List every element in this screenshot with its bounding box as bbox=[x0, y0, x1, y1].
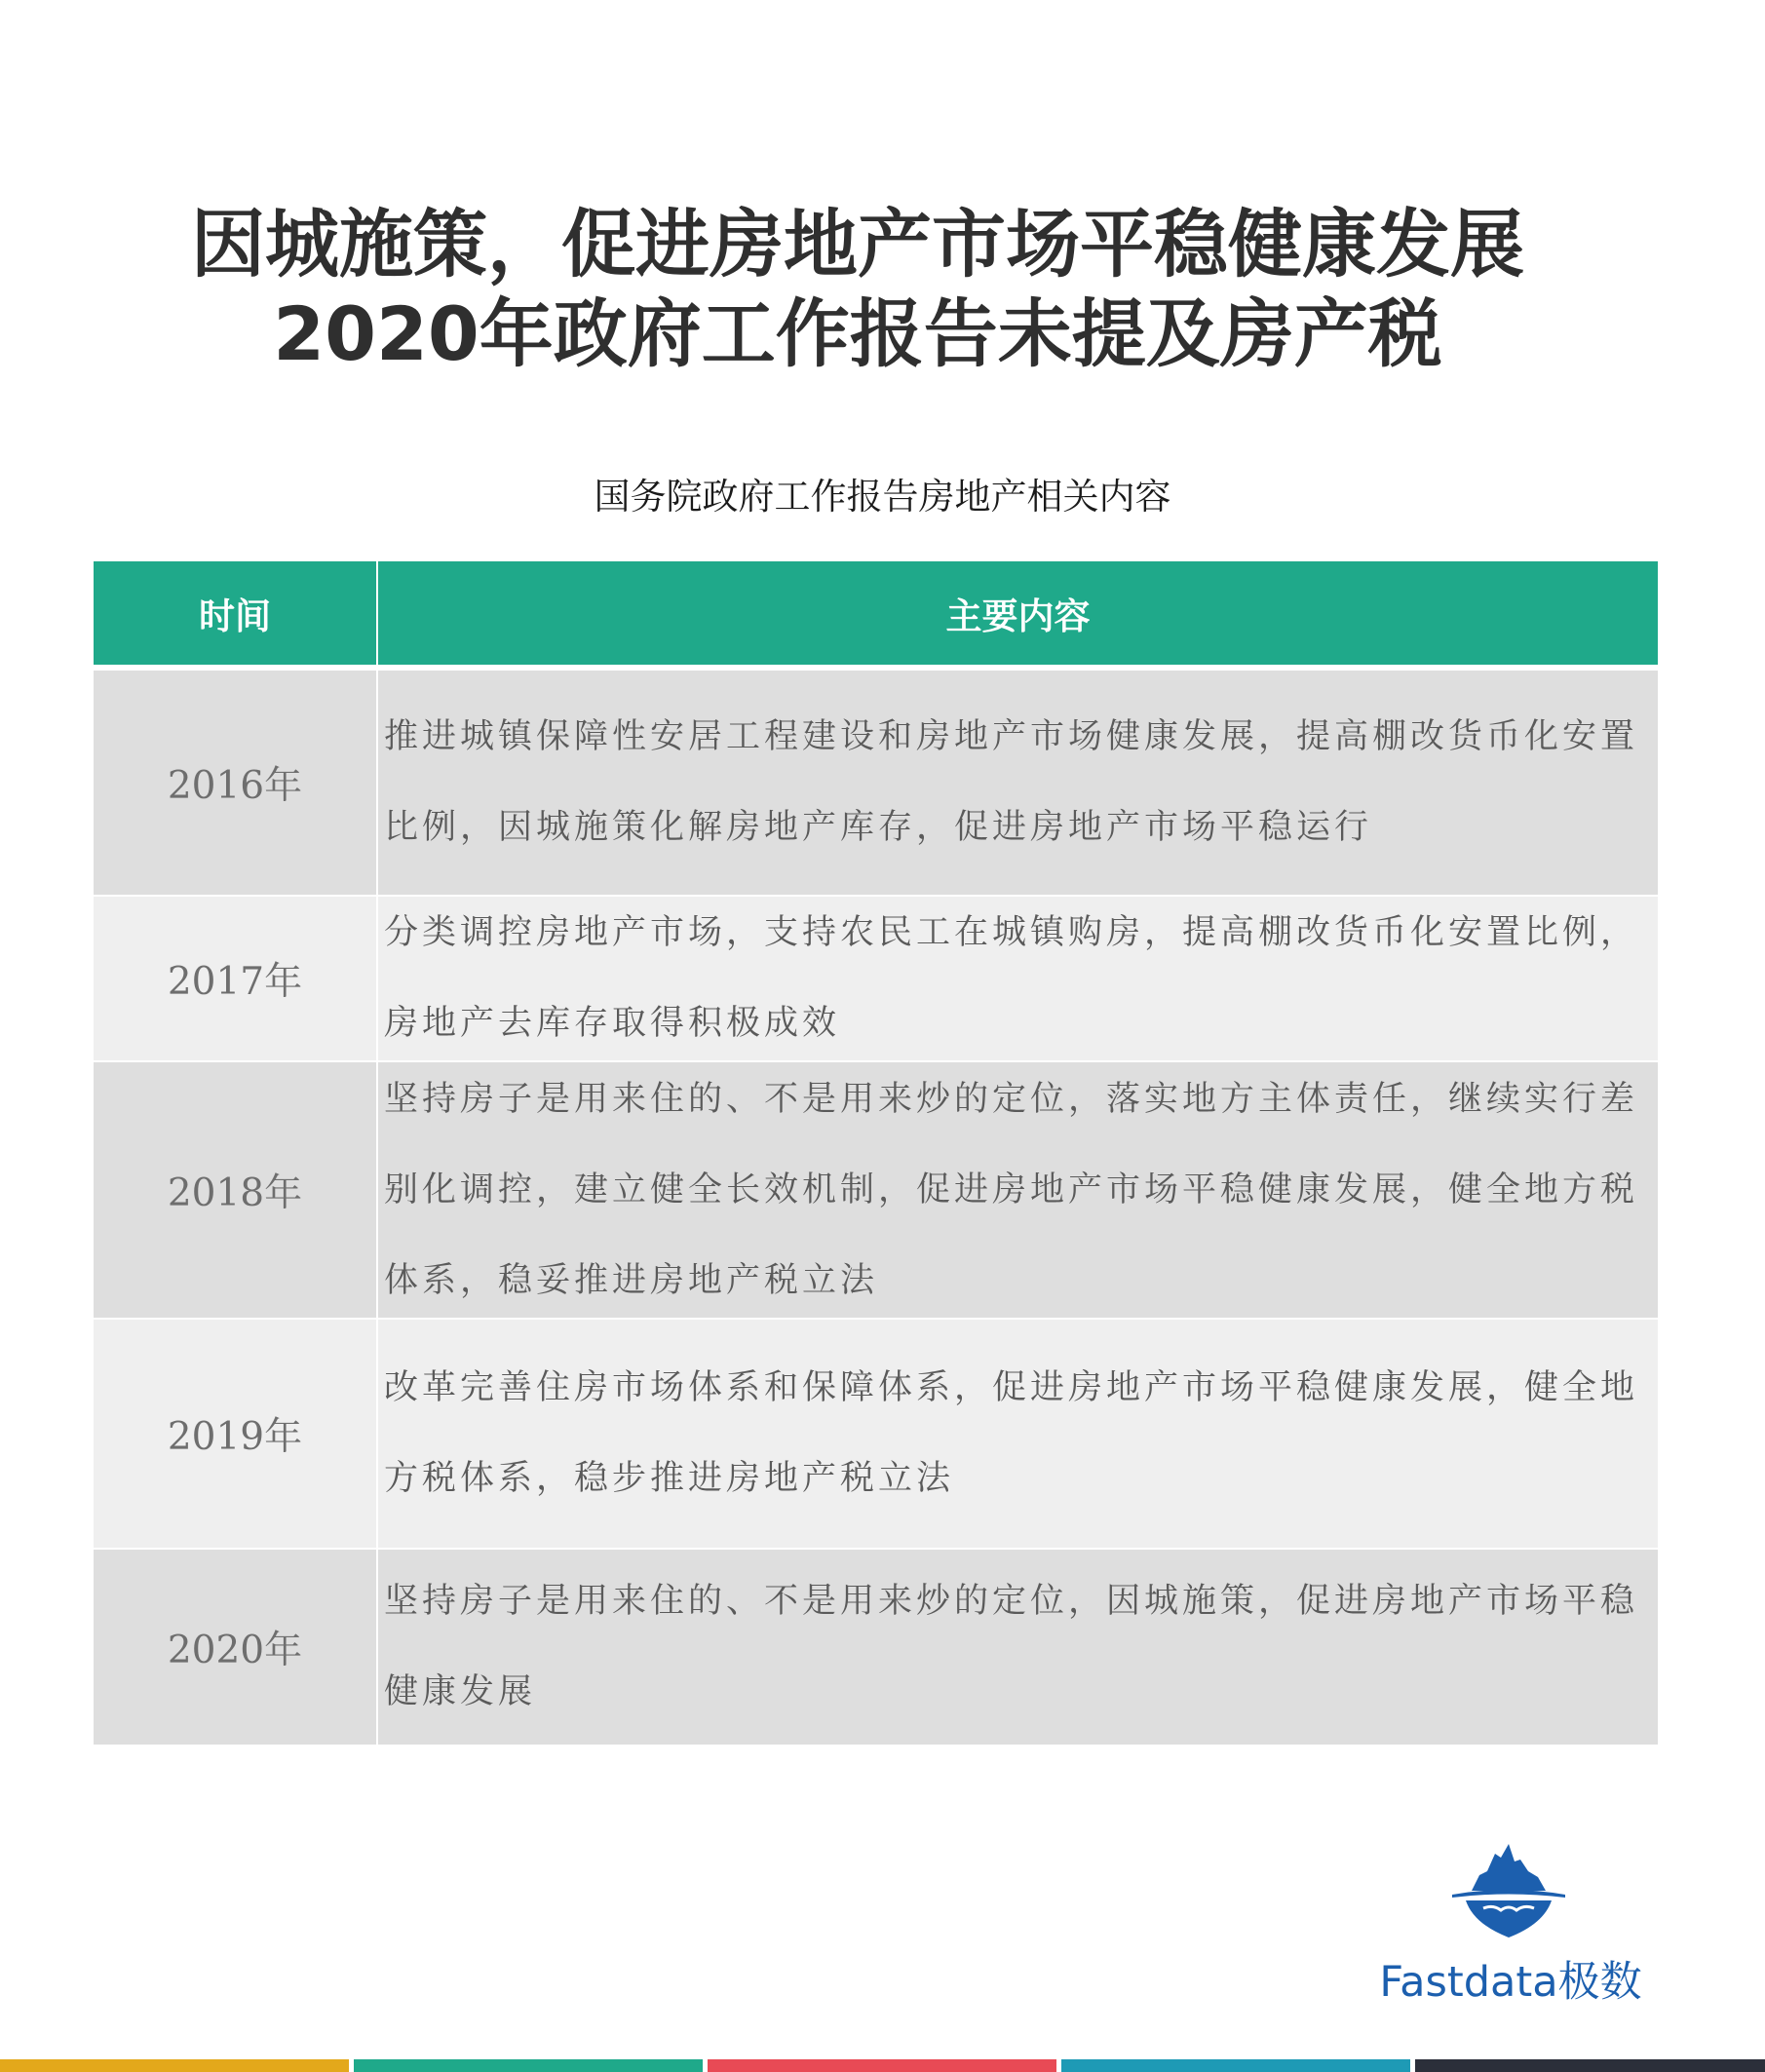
table-row bbox=[94, 897, 1658, 1062]
footer-segment bbox=[1415, 2059, 1765, 2072]
row-year: 2017年 bbox=[94, 897, 378, 1060]
policy-table bbox=[94, 561, 1658, 1746]
brand-logo bbox=[1364, 1842, 1657, 2017]
footer-color-bar bbox=[0, 2059, 1765, 2072]
row-year: 2018年 bbox=[94, 1062, 378, 1318]
title-line-1: 因城施策，促进房地产市场平稳健康发展 bbox=[191, 201, 1524, 288]
row-year: 2019年 bbox=[94, 1320, 378, 1548]
table-row bbox=[94, 1550, 1658, 1746]
footer-segment bbox=[708, 2059, 1056, 2072]
row-content: 分类调控房地产市场，支持农民工在城镇购房，提高棚改货币化安置比例，房地产去库存取得积极成效 bbox=[384, 913, 1639, 1043]
table-header bbox=[94, 561, 1658, 671]
header-content: 主要内容 bbox=[945, 595, 1091, 637]
row-content: 推进城镇保障性安居工程建设和房地产市场健康发展，提高棚改货币化安置比例，因城施策化解房地产库存，促进房地产市场平稳运行 bbox=[384, 717, 1639, 847]
table-caption: 国务院政府工作报告房地产相关内容 bbox=[594, 476, 1171, 518]
row-year: 2020年 bbox=[94, 1550, 378, 1745]
footer-segment bbox=[0, 2059, 349, 2072]
table-row bbox=[94, 1062, 1658, 1320]
header-time: 时间 bbox=[94, 561, 378, 665]
page-title bbox=[0, 200, 1715, 379]
row-content: 坚持房子是用来住的、不是用来炒的定位，落实地方主体责任，继续实行差别化调控，建立健全长效机制，促进房地产市场平稳健康发展，健全地方税体系，稳妥推进房地产税立法 bbox=[384, 1079, 1639, 1300]
iceberg-icon bbox=[1450, 1842, 1567, 1939]
footer-segment bbox=[354, 2059, 703, 2072]
table-row bbox=[94, 1320, 1658, 1550]
row-content: 改革完善住房市场体系和保障体系，促进房地产市场平稳健康发展，健全地方税体系，稳步推进房地产税立法 bbox=[384, 1368, 1639, 1498]
footer-segment bbox=[1061, 2059, 1410, 2072]
table-row bbox=[94, 671, 1658, 897]
row-content: 坚持房子是用来住的、不是用来炒的定位，因城施策，促进房地产市场平稳健康发展 bbox=[384, 1582, 1639, 1711]
logo-text: Fastdata极数 bbox=[1379, 1958, 1642, 2007]
title-line-2: 2020年政府工作报告未提及房产税 bbox=[273, 290, 1442, 377]
row-year: 2016年 bbox=[94, 671, 378, 895]
